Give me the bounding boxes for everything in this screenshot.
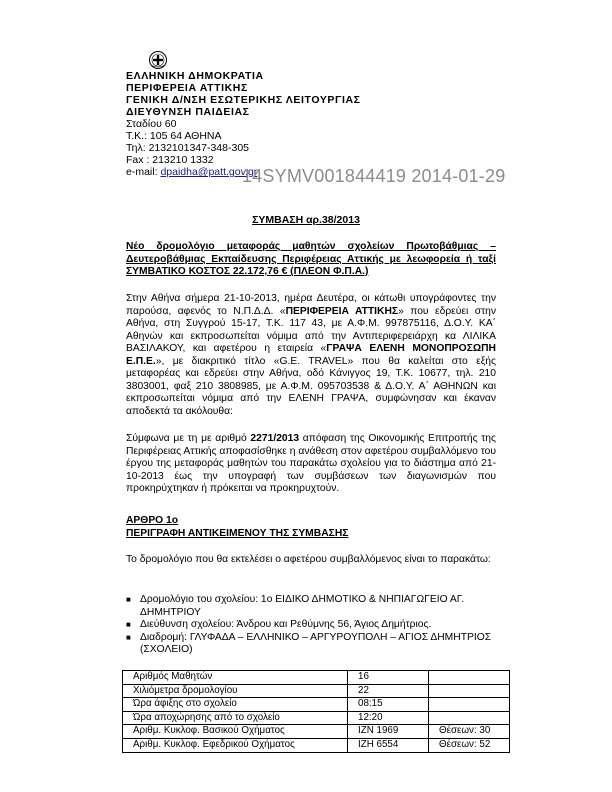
text-span: απόφαση της Οικονομικής Επιτροπής της Περιφέρειας Αττικής αποφασίσθηκε η ανάθεση στον αφετέρου συμβαλλόμενο του έργου της μεταφοράς μαθητών του παρακάτω σχολείου για το διάστημα από 21-10-2013 έως την υπογραφή των συμβάσεων των διαγωνισμών που προκηρύχτηκαν ή πρόκειται να προκηρυχτούν. [126, 433, 496, 494]
table-extra [429, 671, 510, 685]
parties-paragraph [126, 293, 496, 418]
table-row [123, 684, 510, 698]
decision-paragraph [126, 433, 496, 496]
table-extra: Θέσεων: 52 [429, 738, 510, 752]
list-item: ■ Δρομολόγιο του σχολείου: 1ο ΕΙΔΙΚΟ ΔΗΜΟΤΙΚΟ & ΝΗΠΙΑΓΩΓΕΙΟ ΑΓ. ΔΗΜΗΤΡΙΟΥ [126, 594, 465, 618]
subject-line-3: ΣΥΜΒΑΤΙΚΟ ΚΟΣΤΟΣ 22.172,76 € (ΠΛΕΟΝ Φ.Π.Α.) [126, 266, 369, 277]
bullet-icon: ■ [126, 632, 131, 642]
table-label: Ώρα αποχώρησης από το σχολείο [123, 711, 348, 725]
table-value: 16 [348, 671, 429, 685]
list-item: ■ Διεύθυνση σχολείου: Άνδρου και Ρεθύμνης 56, Άγιος Δημήτριος. [126, 619, 432, 630]
article-subtitle: ΠΕΡΙΓΡΑΦΗ ΑΝΤΙΚΕΙΜΕΝΟΥ ΤΗΣ ΣΥΜΒΑΣΗΣ [126, 527, 349, 539]
greek-emblem-icon [148, 50, 168, 70]
table-value: 08:15 [348, 698, 429, 712]
decision-number: 2271/2013 [250, 433, 300, 444]
phone: Τηλ: 2132101347-348-305 [126, 142, 249, 154]
email-link[interactable]: dpaidha@patt.gov.gr [160, 166, 258, 178]
text-span: Σύμφωνα με τη με αριθμό [126, 433, 251, 444]
route-table [122, 670, 510, 753]
table-row [123, 725, 510, 739]
header-line: ΔΙΕΥΘΥΝΣΗ ΠΑΙΔΕΙΑΣ [126, 106, 250, 118]
table-label: Αριθμός Μαθητών [123, 671, 348, 685]
header-line: ΓΕΝΙΚΗ Δ/ΝΣΗ ΕΣΩΤΕΡΙΚΗΣ ΛΕΙΤΟΥΡΓΙΑΣ [126, 94, 361, 106]
sender-header [126, 70, 361, 178]
table-extra [429, 684, 510, 698]
table-row [123, 738, 510, 752]
postal-code: Τ.Κ.: 105 64 ΑΘΗΝΑ [126, 130, 222, 142]
table-extra: Θέσεων: 30 [429, 725, 510, 739]
fax: Fax : 213210 1332 [126, 154, 214, 166]
bullet-icon: ■ [126, 595, 131, 604]
subject-line-1: Νέο δρομολόγιο μεταφοράς μαθητών σχολείων Πρωτοβάθμιας – [126, 241, 496, 252]
table-label: Χιλιόμετρα δρομολογίου [123, 684, 348, 698]
subject-line-2: Δευτεροβάθμιας Εκπαίδευσης Περιφέρειας Αττικής με λεωφορεία ή ταξί [126, 253, 496, 265]
email-label: e-mail: [126, 166, 161, 178]
contract-title: ΣΥΜΒΑΣΗ αρ.38/2013 [252, 214, 360, 226]
text-span: » που εδρεύει στην Αθήνα, στη Συγγρού 15-17, Τ.Κ. 117 43, με Α.Φ.Μ. 997875116, Δ.Ο.Υ. ΚΑ΄ Αθηνών και εκπροσωπείται νόμιμα από την Αντιπεριφερειάρχη κα ΛΙΛΙΚΑ ΒΑΣΙΛΑΚΟΥ, και αφετέρου η εταιρεία « [126, 305, 497, 354]
table-value: ΙΖΗ 6554 [348, 738, 429, 752]
list-item: ■ Διαδρομή: ΓΛΥΦΑΔΑ – ΕΛΛΗΝΙΚΟ – ΑΡΓΥΡΟΥΠΟΛΗ – ΑΓΙΟΣ ΔΗΜΗΤΡΙΟΣ (ΣΧΟΛΕΙΟ) [126, 631, 492, 655]
table-row [123, 711, 510, 725]
text-span: Στην Αθήνα σήμερα 21-10-2013, ημέρα Δευτέρα, οι κάτωθι υπογράφοντες την παρούσα, αφενός το Ν.Π.Δ.Δ. « [126, 293, 496, 317]
company-name: ΓΡΑΨΑ ΕΛΕΝΗ ΜΟΝΟΠΡΟΣΩΠΗ Ε.Π.Ε. [126, 343, 496, 367]
table-row [123, 671, 510, 685]
bullet-icon: ■ [126, 620, 131, 629]
table-extra [429, 698, 510, 712]
address: Σταδίου 60 [126, 118, 177, 130]
table-value: 12:20 [348, 711, 429, 725]
table-label: Ώρα άφιξης στο σχολείο [123, 698, 348, 712]
table-value: ΙΖΝ 1969 [348, 725, 429, 739]
ada-stamp: 14SYMV001844419 2014-01-29 [242, 166, 506, 186]
table-label: Αριθμ. Κυκλοφ. Βασικού Οχήματος [123, 725, 348, 739]
table-value: 22 [348, 684, 429, 698]
table-row [123, 698, 510, 712]
region-name: ΠΕΡΙΦΕΡΕΙΑ ΑΤΤΙΚΗΣ [285, 305, 399, 317]
header-line: ΠΕΡΙΦΕΡΕΙΑ ΑΤΤΙΚΗΣ [126, 82, 248, 94]
table-extra [429, 711, 510, 725]
header-line: ΕΛΛΗΝΙΚΗ ΔΗΜΟΚΡΑΤΙΑ [126, 70, 264, 82]
table-label: Αριθμ. Κυκλοφ. Εφεδρικού Οχήματος [123, 738, 348, 752]
text-span: », με διακριτικό τίτλο «G.E. TRAVEL» που θα καλείται στο εξής μεταφορέας και εδρεύει στην Αθήνα, οδό Κάνιγγος 19, Τ.Κ. 10677, τηλ. 210 3803001, φαξ 210 3808985, με Α.Φ.Μ. 095703538 & Δ.Ο.Υ. Α΄ ΑΘΗΝΩΝ και εκπροσωπείται νόμιμα από την ΕΛΕΝΗ ΓΡΑΨΑ, συμφώνησαν και έκαναν αποδεκτά τα ακόλουθα: [126, 355, 496, 417]
article-title: ΑΡΘΡΟ 1ο [126, 515, 179, 526]
article-intro: Το δρομολόγιο που θα εκτελέσει ο αφετέρου συμβαλλόμενος είναι το παρακάτω: [126, 554, 491, 565]
route-details-list [126, 594, 506, 657]
